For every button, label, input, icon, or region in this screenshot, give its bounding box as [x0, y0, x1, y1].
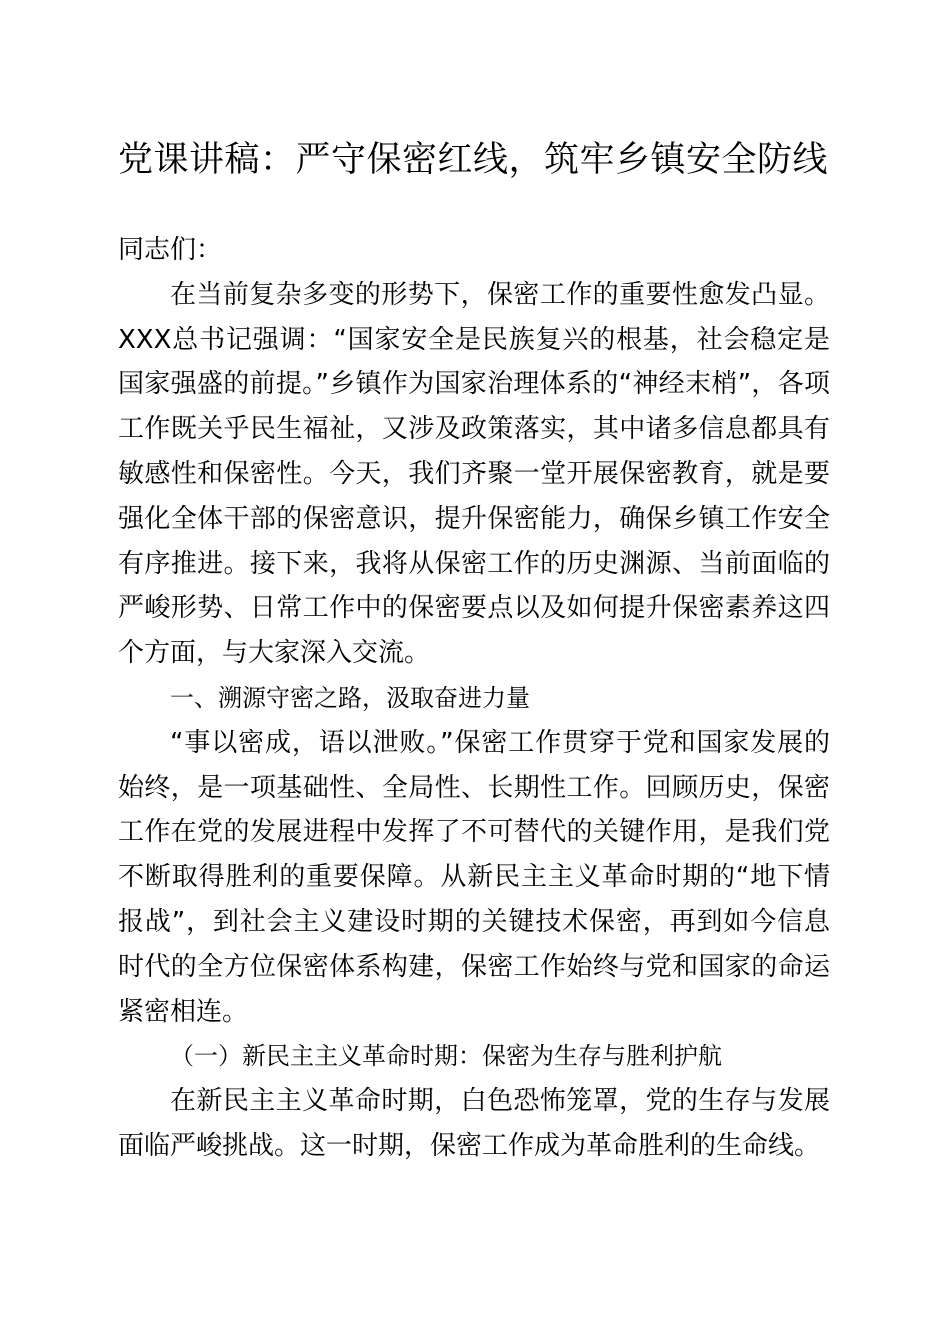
document-title: 党课讲稿：严守保密红线，筑牢乡镇安全防线: [118, 140, 829, 180]
subsection-paragraph-1: 在新民主主义革命时期，白色恐怖笼罩，党的生存与发展面临严峻挑战。这一时期，保密工作成为革命胜利的生命线。: [118, 1086, 830, 1161]
salutation: 同志们：: [118, 235, 223, 265]
section-paragraph-1: “事以密成，语以泄败。”保密工作贯穿于党和国家发展的始终，是一项基础性、全局性、长期性工作。回顾历史，保密工作在党的发展进程中发挥了不可替代的关键作用，是我们党不断取得胜利的重要保障。从新民主主义革命时期的“地下情报战”，到社会主义建设时期的关键技术保密，再到如今信息时代的全方位保密体系构建，保密工作始终与党和国家的命运紧密相连。: [118, 727, 830, 1027]
section-heading-1: 一、溯源守密之路，汲取奋进力量: [170, 683, 530, 712]
document-body: [118, 228, 830, 1169]
intro-paragraph: 在当前复杂多变的形势下，保密工作的重要性愈发凸显。XXX总书记强调：“国家安全是民族复兴的根基，社会稳定是国家强盛的前提。”乡镇作为国家治理体系的“神经末梢”，各项工作既关乎民生福祉，又涉及政策落实，其中诸多信息都具有敏感性和保密性。今天，我们齐聚一堂开展保密教育，就是要强化全体干部的保密意识，提升保密能力，确保乡镇工作安全有序推进。接下来，我将从保密工作的历史渊源、当前面临的严峻形势、日常工作中的保密要点以及如何提升保密素养这四个方面，与大家深入交流。: [118, 279, 830, 669]
subsection-heading-1: （一）新民主主义革命时期：保密为生存与胜利护航: [170, 1042, 722, 1071]
